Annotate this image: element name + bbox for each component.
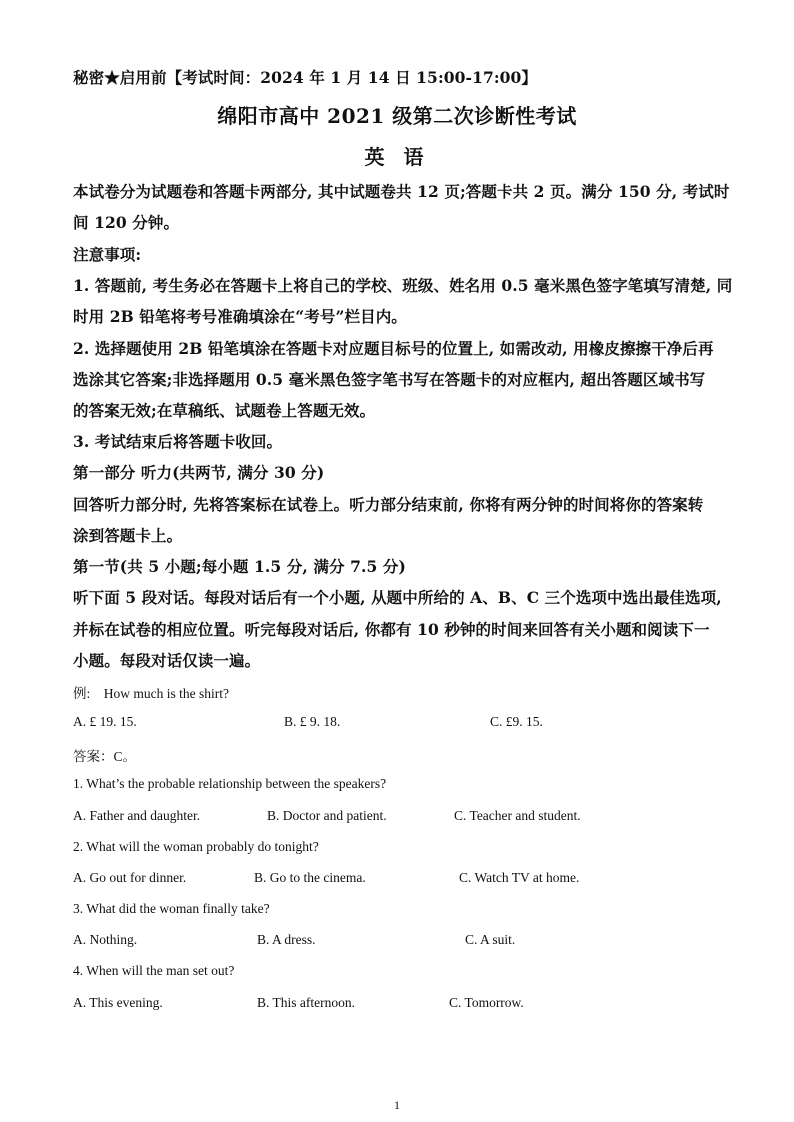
intro-line: 间 120 分钟。 [73,213,180,232]
subject-title: 英 语 [364,145,430,169]
note-3: 3. 考试结束后将答题卡收回。 [73,432,283,451]
question-1-option-c: C. Teacher and student. [454,808,581,823]
question-2-option-a: A. Go out for dinner. [73,870,187,885]
confidential-exam-time: 秘密★启用前【考试时间：2024 年 1 月 14 日 15:00-17:00】 [73,68,538,87]
question-3-option-c: C. A suit. [465,932,516,947]
question-2-option-c: C. Watch TV at home. [459,870,580,885]
intro-line: 本试卷分为试题卷和答题卡两部分, 其中试题卷共 12 页;答题卡共 2 页。满分 150 分, 考试时 [73,182,730,201]
example-answer: 答案：C。 [73,749,137,764]
question-1-option-a: A. Father and daughter. [73,808,201,823]
part-description: 涂到答题卡上。 [73,526,183,545]
question-1-option-b: B. Doctor and patient. [267,808,387,823]
note-2: 选涂其它答案;非选择题用 0.5 毫米黑色签字笔书写在答题卡的对应框内, 超出答题区域书写 [73,370,706,389]
question-2: 2. What will the woman probably do tonight? [73,839,319,854]
page-number: 1 [394,1098,400,1112]
part-description: 回答听力部分时, 先将答案标在试卷上。听力部分结束前, 你将有两分钟的时间将你的答案转 [73,495,704,514]
part-heading: 第一部分 听力(共两节, 满分 30 分) [73,463,325,482]
section-description: 并标在试卷的相应位置。听完每段对话后, 你都有 10 秒钟的时间来回答有关小题和阅读下一 [73,620,710,639]
section-description: 小题。每段对话仅读一遍。 [73,651,261,670]
question-3-option-a: A. Nothing. [73,932,138,947]
example-option-c: C. £9. 15. [490,714,543,729]
section-description: 听下面 5 段对话。每段对话后有一个小题, 从题中所给的 A、B、C 三个选项中选出最佳选项, [73,588,722,607]
question-4-option-c: C. Tomorrow. [449,995,524,1010]
example-label: 例: [73,686,91,701]
question-4-option-b: B. This afternoon. [257,995,355,1010]
question-2-option-b: B. Go to the cinema. [254,870,366,885]
question-4-option-a: A. This evening. [73,995,163,1010]
notes-heading: 注意事项: [73,245,142,264]
note-2: 的答案无效;在草稿纸、试题卷上答题无效。 [73,401,376,420]
example-option-a: A. £ 19. 15. [73,714,137,729]
example-question-text: How much is the shirt? [103,686,229,701]
question-1: 1. What’s the probable relationship between the speakers? [73,776,387,791]
exam-title: 绵阳市高中 2021 级第二次诊断性考试 [217,104,577,128]
example-question [73,682,229,702]
example-option-b: B. £ 9. 18. [284,714,341,729]
section-heading: 第一节(共 5 小题;每小题 1.5 分, 满分 7.5 分) [73,557,406,576]
note-1: 1. 答题前, 考生务必在答题卡上将自己的学校、班级、姓名用 0.5 毫米黑色签字笔填写清楚, 同 [73,276,733,295]
note-1: 时用 2B 铅笔将考号准确填涂在“考号”栏目内。 [73,307,407,326]
question-4: 4. When will the man set out? [73,963,235,978]
note-2: 2. 选择题使用 2B 铅笔填涂在答题卡对应题目标号的位置上, 如需改动, 用橡皮擦擦干净后再 [73,339,714,358]
question-3: 3. What did the woman finally take? [73,901,270,916]
question-3-option-b: B. A dress. [257,932,316,947]
